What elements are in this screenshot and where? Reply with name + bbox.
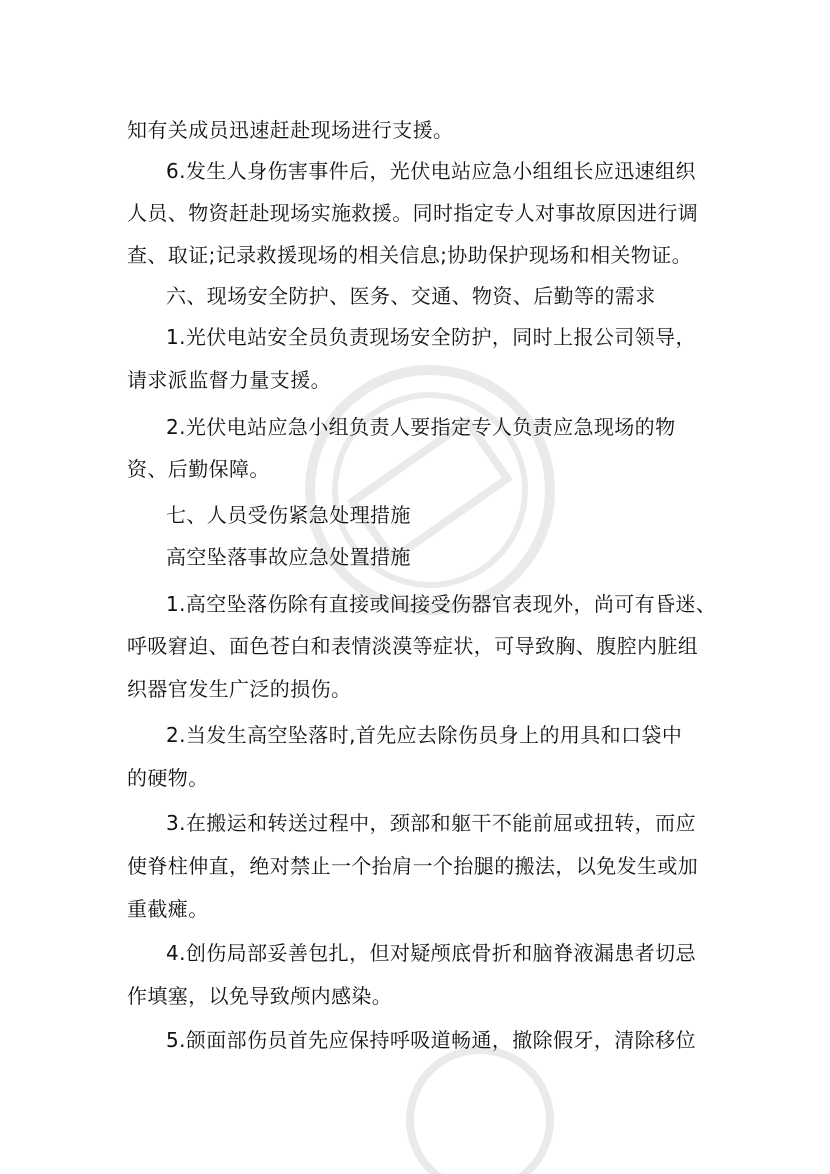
section-heading: 六、现场安全防护、医务、交通、物资、后勤等的需求 (166, 284, 656, 308)
section-heading: 七、人员受伤紧急处理措施 (166, 503, 411, 527)
text-line: 3.在搬运和转送过程中，颈部和躯干不能前屈或扭转，而应 (166, 811, 696, 835)
text-line: 呼吸窘迫、面色苍白和表情淡漠等症状，可导致胸、腹腔内脏组 (127, 634, 699, 658)
text-line: 知有关成员迅速赶赴现场进行支援。 (127, 118, 454, 142)
text-line: 重截瘫。 (127, 897, 209, 921)
text-line: 使脊柱伸直，绝对禁止一个抬肩一个抬腿的搬法，以免发生或加 (127, 854, 699, 878)
text-line: 资、后勤保障。 (127, 457, 270, 481)
text-line: 作填塞，以免导致颅内感染。 (127, 984, 393, 1008)
text-line: 2.光伏电站应急小组负责人要指定专人负责应急现场的物 (166, 415, 676, 439)
text-line: 的硬物。 (127, 766, 209, 790)
subsection-heading: 高空坠落事故应急处置措施 (166, 545, 411, 569)
text-line: 6.发生人身伤害事件后，光伏电站应急小组组长应迅速组织 (166, 159, 696, 183)
watermark-emblem-bottom (336, 986, 624, 1174)
text-line: 人员、物资赶赴现场实施救援。同时指定专人对事故原因进行调 (127, 201, 699, 225)
text-line: 织器官发生广泛的损伤。 (127, 677, 352, 701)
text-line: 4.创伤局部妥善包扎，但对疑颅底骨折和脑脊液漏患者切忌 (166, 941, 696, 965)
text-line: 查、取证;记录救援现场的相关信息;协助保护现场和相关物证。 (127, 243, 693, 267)
text-line: 1.高空坠落伤除有直接或间接受伤器官表现外，尚可有昏迷、 (166, 592, 717, 616)
text-line: 2.当发生高空坠落时,首先应去除伤员身上的用具和口袋中 (166, 723, 683, 747)
text-line: 5.颌面部伤员首先应保持呼吸道畅通，撤除假牙，清除移位 (166, 1028, 696, 1052)
text-line: 请求派监督力量支援。 (127, 368, 331, 392)
text-line: 1.光伏电站安全员负责现场安全防护，同时上报公司领导， (166, 325, 696, 349)
